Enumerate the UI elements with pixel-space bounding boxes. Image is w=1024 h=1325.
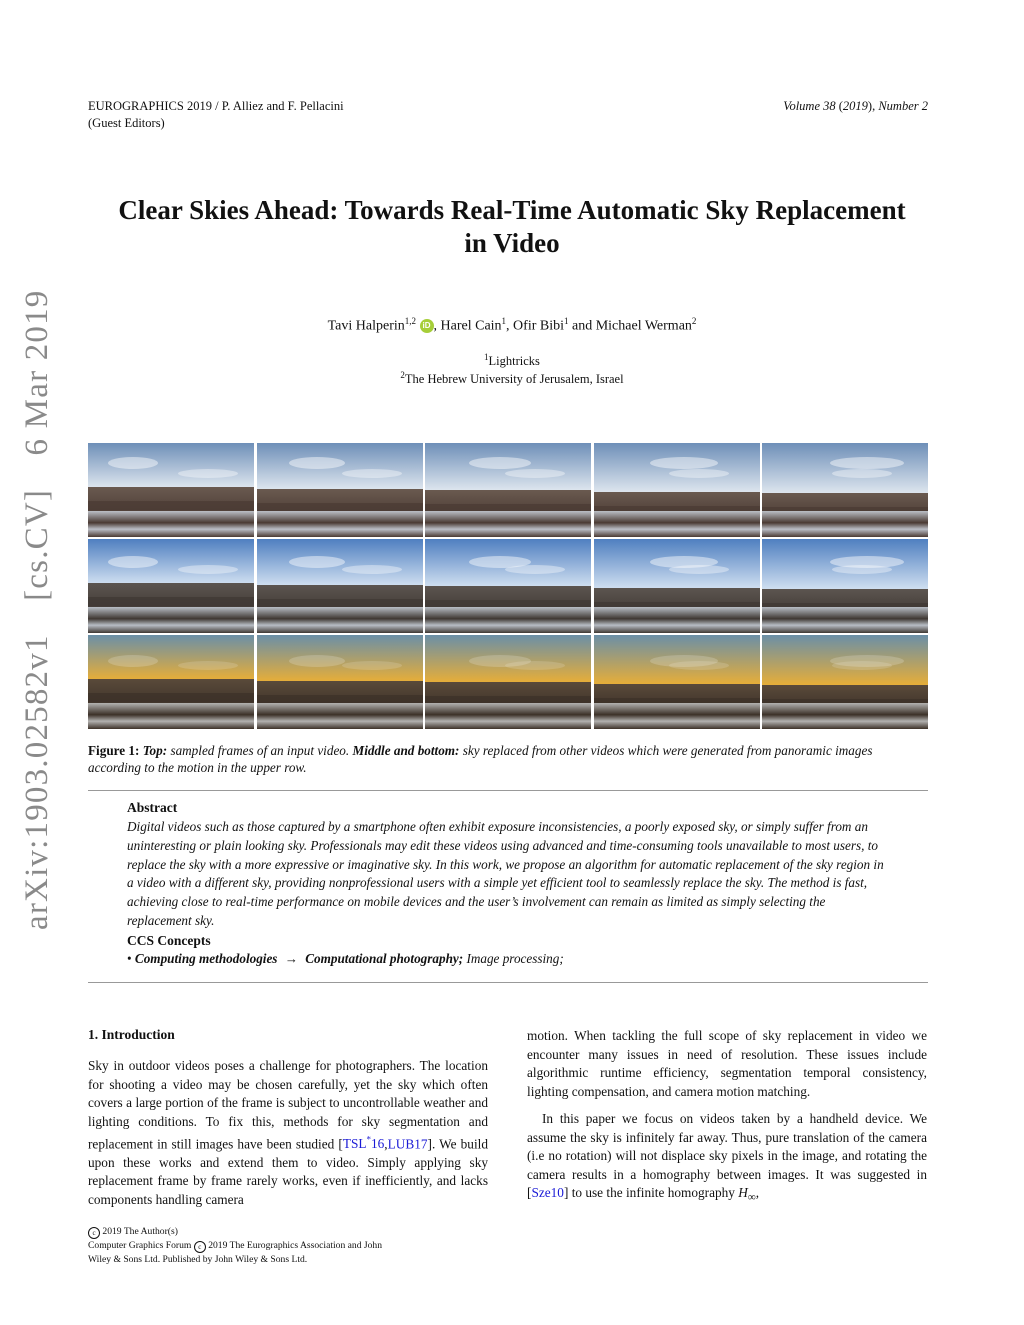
caption-top-label: Top: — [142, 743, 168, 758]
paper-title — [80, 194, 944, 260]
caption-middle-label: Middle and bottom: — [352, 743, 460, 758]
header-year: 2019 — [842, 99, 868, 113]
running-header-left — [88, 98, 344, 132]
video-frame — [88, 539, 254, 633]
video-frame — [425, 539, 591, 633]
video-frame — [762, 635, 928, 729]
affiliation-1 — [80, 352, 944, 369]
intro-paragraph: In this paper we focus on videos taken by a handheld device. We assume the sky is infinitely far away. Thus, pure translation of the camera (i.e no rotation) will not displace sky pixels in the image, and rotating the camera results in a homography between images. It was suggested in [Sze10] to use the infinite homography $H_\infty$, — [527, 1111, 927, 1204]
video-frame — [257, 635, 423, 729]
section-heading-introduction: 1. Introduction — [88, 1027, 175, 1042]
caption-label: Figure 1: — [88, 743, 140, 758]
figure-1-image-grid — [88, 443, 928, 733]
arxiv-category: [cs.CV] — [19, 488, 55, 601]
footer-line: 2019 The Eurographics Association and John — [208, 1240, 383, 1251]
video-frame — [762, 539, 928, 633]
affiliation-name: The Hebrew University of Jerusalem, Israel — [404, 372, 624, 387]
citation-link[interactable]: TSL*16 — [342, 1135, 385, 1152]
abstract-bottom-rule — [88, 982, 928, 983]
header-number: Number 2 — [878, 99, 928, 113]
author-list — [80, 316, 944, 335]
header-conference: EUROGRAPHICS 2019 / P. Alliez and F. Pellacini — [88, 99, 344, 113]
author-affiliation-marker: 1,2 — [404, 316, 417, 326]
arxiv-stamp — [14, 289, 60, 930]
arrow-icon: → — [284, 951, 298, 966]
citation-link[interactable]: LUB17 — [387, 1136, 428, 1152]
ccs-concept-2: Computational photography; — [305, 951, 464, 966]
running-header-right: Volume 38 (2019), Number 2 — [783, 99, 928, 113]
ccs-concept-1: Computing methodologies — [134, 951, 278, 966]
author-name: , Ofir Bibi — [506, 318, 564, 334]
affiliation-marker: 2 — [400, 370, 405, 380]
video-frame — [762, 443, 928, 537]
intro-text: Sky in outdoor videos poses a challenge for photographers. The location for shooting a video may be chosen carefully, yet the sky which often covers a large portion of the frame is subject to uncontrollable weather and lighting conditions. To fix this, methods for sky segmentation and replacement in still images have been studied [ — [88, 1058, 488, 1152]
video-frame — [594, 635, 760, 729]
footer-line: 2019 The Author(s) — [102, 1226, 178, 1237]
footer-line: Computer Graphics Forum — [88, 1240, 192, 1251]
author-name: and Michael Werman — [568, 318, 692, 334]
video-frame — [88, 635, 254, 729]
author-name: , Harel Cain — [433, 318, 502, 334]
title-line-2: in Video — [464, 228, 560, 258]
header-editors: (Guest Editors) — [88, 116, 165, 130]
arxiv-id: arXiv:1903.02582v1 — [19, 634, 55, 930]
video-frame — [88, 443, 254, 537]
video-frame — [257, 443, 423, 537]
intro-text: ]. We build upon these works and extend them to video. Simply applying sky replacement frame by frame rarely works, even if inefficiently, and lacks components handling camera — [88, 1136, 488, 1207]
author-affiliation-marker: 1 — [501, 316, 507, 326]
ccs-concept-3: Image processing; — [466, 951, 564, 966]
intro-paragraph: motion. When tackling the full scope of sky replacement in video we encounter many issues in need of resolution. These issues include algorithmic runtime efficiency, segmentation temporal consistency, lighting compensation, and camera motion matching. — [527, 1028, 927, 1099]
caption-middle-text: sky replaced from other videos which were generated from panoramic images according to the motion in the upper row. — [88, 743, 873, 775]
ccs-concepts — [127, 951, 564, 967]
header-volume: Volume 38 — [783, 99, 836, 113]
abstract-text: Digital videos such as those captured by a smartphone often exhibit exposure inconsistencies, a poorly exposed sky, or simply suffer from an uninteresting or plain looking sky. Professionals may edit these videos using advanced and time-consuming tools unavailable to most users, to replace the sky with a more expressive or imaginative sky. In this work, we propose an algorithm for automatic replacement of the sky region in a video with a different sky, providing nonprofessional users with a simple yet efficient tool to seamlessly replace the sky. The method is fast, achieving close to real-time performance on mobile devices and the user’s involvement can remain as limited as simply selecting the replacement sky. — [127, 819, 884, 928]
video-frame — [425, 443, 591, 537]
intro-column-1: Sky in outdoor videos poses a challenge for photographers. The location for shooting a video may be chosen carefully, yet the sky which often covers a large portion of the frame is subject to uncontrollable weather and lighting conditions. To fix this, methods for sky segmentation and replacement in still images have been studied [TSL*16,LUB17]. We build upon these works and extend them to video. Simply applying sky replacement frame by frame rarely works, even if inefficiently, and lacks components handling camera — [88, 1058, 488, 1207]
caption-top-text: sampled frames of an input video. — [167, 743, 353, 758]
orcid-icon[interactable]: iD — [420, 319, 434, 333]
affiliation-marker: 1 — [484, 352, 489, 362]
citation-link[interactable]: Sze10 — [531, 1185, 564, 1200]
video-frame — [257, 539, 423, 633]
author-affiliation-marker: 2 — [691, 316, 697, 326]
video-frame — [594, 443, 760, 537]
copyright-footer — [88, 1225, 418, 1267]
ccs-heading: CCS Concepts — [127, 933, 211, 948]
author-name: Tavi Halperin — [327, 318, 405, 334]
copyright-icon: c — [194, 1241, 206, 1253]
math-symbol: H — [738, 1185, 748, 1200]
affiliation-name: Lightricks — [488, 354, 540, 369]
intro-column-2 — [527, 1027, 927, 1207]
figure-1-caption — [88, 742, 928, 776]
footer-line: Wiley & Sons Ltd. Published by John Wiley & Sons Ltd. — [88, 1254, 308, 1265]
title-line-1: Clear Skies Ahead: Towards Real-Time Automatic Sky Replacement — [118, 195, 906, 225]
copyright-icon: c — [88, 1227, 100, 1239]
ccs-bullet: • — [127, 951, 132, 966]
abstract-top-rule — [88, 790, 928, 791]
video-frame — [594, 539, 760, 633]
video-frame — [425, 635, 591, 729]
affiliation-2 — [80, 370, 944, 387]
arxiv-date: 6 Mar 2019 — [19, 289, 55, 456]
abstract-heading: Abstract — [127, 800, 178, 815]
author-affiliation-marker: 1 — [564, 316, 569, 326]
